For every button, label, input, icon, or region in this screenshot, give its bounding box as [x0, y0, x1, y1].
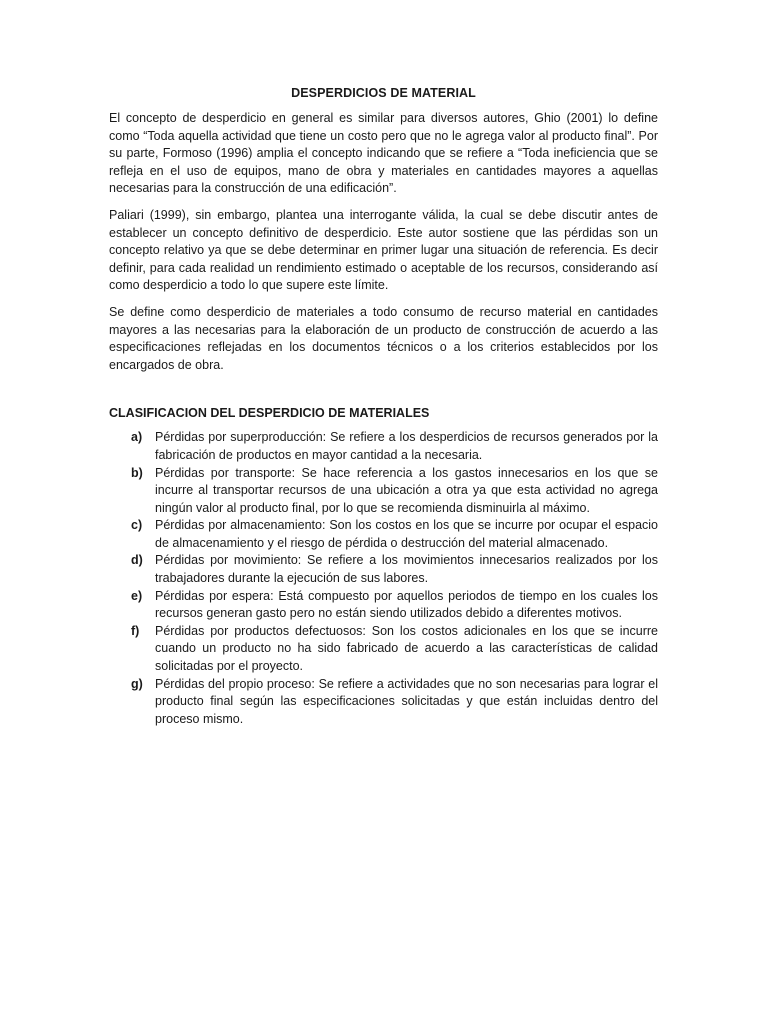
list-item-text: Pérdidas por superproducción: Se refiere a los desperdicios de recursos generados por la fabricación de productos en mayor cantidad a la necesaria.: [155, 430, 658, 462]
document-page: [109, 86, 658, 728]
list-item: [109, 623, 658, 676]
paragraph-paliari: Paliari (1999), sin embargo, plantea una interrogante válida, la cual se debe discutir antes de establecer un concepto definitivo de desperdicio. Este autor sostiene que las pérdidas son un concepto relativo ya que se debe determinar en primer lugar una situación de referencia. Es decir definir, para cada realidad un rendimiento estimado o aceptable de los recursos, considerando así como desperdicio a todo lo que supere este límite.: [109, 207, 658, 293]
list-marker: c): [131, 518, 143, 533]
list-item: [109, 676, 658, 729]
list-item: [109, 465, 658, 518]
list-item-text: Pérdidas por espera: Está compuesto por aquellos periodos de tiempo en los cuales los recursos generan gasto pero no están siendo utilizados debido a diferentes motivos.: [155, 588, 658, 621]
list-marker: a): [131, 430, 143, 445]
list-marker: d): [131, 553, 143, 568]
list-marker: b): [131, 465, 143, 480]
document-title: DESPERDICIOS DE MATERIAL: [291, 86, 476, 100]
list-item-text: Pérdidas por movimiento: Se refiere a los movimientos innecesarios realizados por los trabajadores durante la ejecución de sus labores.: [155, 553, 658, 586]
list-item: [109, 429, 658, 464]
list-marker: e): [131, 588, 143, 603]
list-marker: g): [131, 676, 143, 691]
classification-list: [109, 429, 658, 728]
list-item-text: Pérdidas por transporte: Se hace referencia a los gastos innecesarios en los que se incurre al transportar recursos de una ubicación a otra ya que esta actividad no agrega ningún valor al producto final, por lo que se recomienda disminuirla al máximo.: [155, 465, 658, 515]
list-item: [109, 552, 658, 587]
list-item: [109, 588, 658, 623]
paragraph-definition: El concepto de desperdicio en general es similar para diversos autores, Ghio (2001) lo define como “Toda aquella actividad que tiene un costo pero que no le agrega valor al producto final”. Por su parte, Formoso (1996) amplia el concepto indicando que se refiere a “Toda ineficiencia que se refleja en el uso de equipos, mano de obra y materiales en cantidades mayores a aquellas necesarias para la construcción de una edificación”.: [109, 111, 658, 196]
list-marker: f): [131, 623, 140, 638]
paragraph-material-waste: Se define como desperdicio de materiales a todo consumo de recurso material en cantidades mayores a las necesarias para la elaboración de un producto de construcción de acuerdo a las especificaciones reflejadas en los documentos técnicos o a los criterios establecidos por los encargados de obra.: [109, 304, 658, 372]
list-item-text: Pérdidas del propio proceso: Se refiere a actividades que no son necesarias para lograr el producto final según las especificaciones solicitadas y que están incluidas dentro del proceso mismo.: [155, 676, 658, 726]
list-item-text: Pérdidas por almacenamiento: Son los costos en los que se incurre por ocupar el espacio de almacenamiento y el riesgo de pérdida o destrucción del material almacenado.: [155, 518, 658, 550]
list-item: [109, 517, 658, 552]
section-subtitle: CLASIFICACION DEL DESPERDICIO DE MATERIALES: [109, 406, 430, 421]
list-item-text: Pérdidas por productos defectuosos: Son los costos adicionales en los que se incurre cuando un producto no ha sido fabricado de acuerdo a las características de calidad solicitadas por el proyecto.: [155, 623, 658, 674]
